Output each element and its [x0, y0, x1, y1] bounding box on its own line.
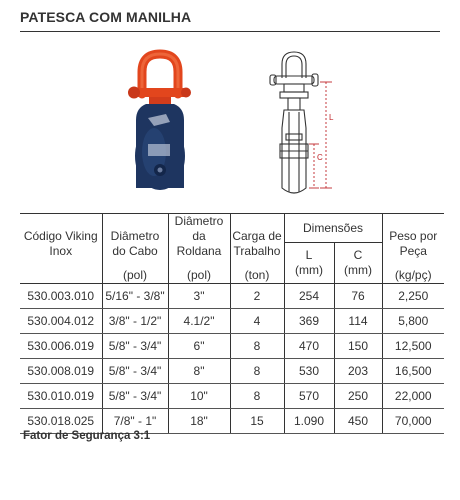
snatch-block-technical-drawing	[262, 48, 344, 198]
cell-codigo: 530.018.025	[20, 409, 102, 434]
cell-diametro-roldana: 4.1/2"	[168, 309, 230, 334]
dimension-label-l: L	[329, 113, 334, 122]
cell-carga: 15	[230, 409, 284, 434]
cell-l: 570	[284, 384, 334, 409]
cell-l: 470	[284, 334, 334, 359]
cell-carga: 8	[230, 384, 284, 409]
header-codigo: Código Viking Inox	[20, 214, 102, 284]
cell-diametro-roldana: 3"	[168, 284, 230, 309]
cell-carga: 2	[230, 284, 284, 309]
cell-l: 254	[284, 284, 334, 309]
cell-l: 1.090	[284, 409, 334, 434]
header-diametro-cabo: Diâmetro do Cabo (pol)	[102, 214, 168, 284]
specs-table-body	[20, 284, 444, 434]
cell-peso: 2,250	[382, 284, 444, 309]
cell-diametro-cabo: 7/8" - 1"	[102, 409, 168, 434]
cell-diametro-cabo: 5/16" - 3/8"	[102, 284, 168, 309]
cell-diametro-cabo: 5/8" - 3/4"	[102, 359, 168, 384]
cell-diametro-cabo: 3/8" - 1/2"	[102, 309, 168, 334]
specs-table	[20, 213, 444, 434]
table-row	[20, 359, 444, 384]
cell-diametro-roldana: 6"	[168, 334, 230, 359]
table-row	[20, 284, 444, 309]
header-carga: Carga de Trabalho (ton)	[230, 214, 284, 284]
safety-factor-note: Fator de Segurança 3:1	[23, 430, 151, 442]
cell-c: 114	[334, 309, 382, 334]
cell-c: 150	[334, 334, 382, 359]
cell-codigo: 530.003.010	[20, 284, 102, 309]
cell-peso: 5,800	[382, 309, 444, 334]
table-row	[20, 384, 444, 409]
table-row	[20, 309, 444, 334]
page-title: PATESCA COM MANILHA	[20, 9, 192, 25]
cell-l: 369	[284, 309, 334, 334]
dimension-label-c: C	[317, 153, 323, 162]
cell-peso: 16,500	[382, 359, 444, 384]
title-divider	[20, 31, 440, 32]
cell-c: 76	[334, 284, 382, 309]
cell-peso: 70,000	[382, 409, 444, 434]
cell-diametro-cabo: 5/8" - 3/4"	[102, 384, 168, 409]
cell-peso: 22,000	[382, 384, 444, 409]
cell-codigo: 530.004.012	[20, 309, 102, 334]
cell-l: 530	[284, 359, 334, 384]
header-diametro-roldana: Diâmetro da Roldana (pol)	[168, 214, 230, 284]
cell-codigo: 530.006.019	[20, 334, 102, 359]
cell-carga: 4	[230, 309, 284, 334]
table-row	[20, 334, 444, 359]
cell-codigo: 530.010.019	[20, 384, 102, 409]
header-c: C (mm)	[334, 243, 382, 284]
cell-diametro-roldana: 10"	[168, 384, 230, 409]
cell-c: 250	[334, 384, 382, 409]
cell-carga: 8	[230, 359, 284, 384]
cell-diametro-roldana: 18"	[168, 409, 230, 434]
header-dimensoes: Dimensões	[284, 214, 382, 243]
cell-c: 203	[334, 359, 382, 384]
cell-c: 450	[334, 409, 382, 434]
cell-codigo: 530.008.019	[20, 359, 102, 384]
cell-diametro-roldana: 8"	[168, 359, 230, 384]
cell-diametro-cabo: 5/8" - 3/4"	[102, 334, 168, 359]
header-l: L (mm)	[284, 243, 334, 284]
cell-carga: 8	[230, 334, 284, 359]
snatch-block-photo	[118, 48, 203, 198]
header-peso: Peso por Peça (kg/pç)	[382, 214, 444, 284]
cell-peso: 12,500	[382, 334, 444, 359]
